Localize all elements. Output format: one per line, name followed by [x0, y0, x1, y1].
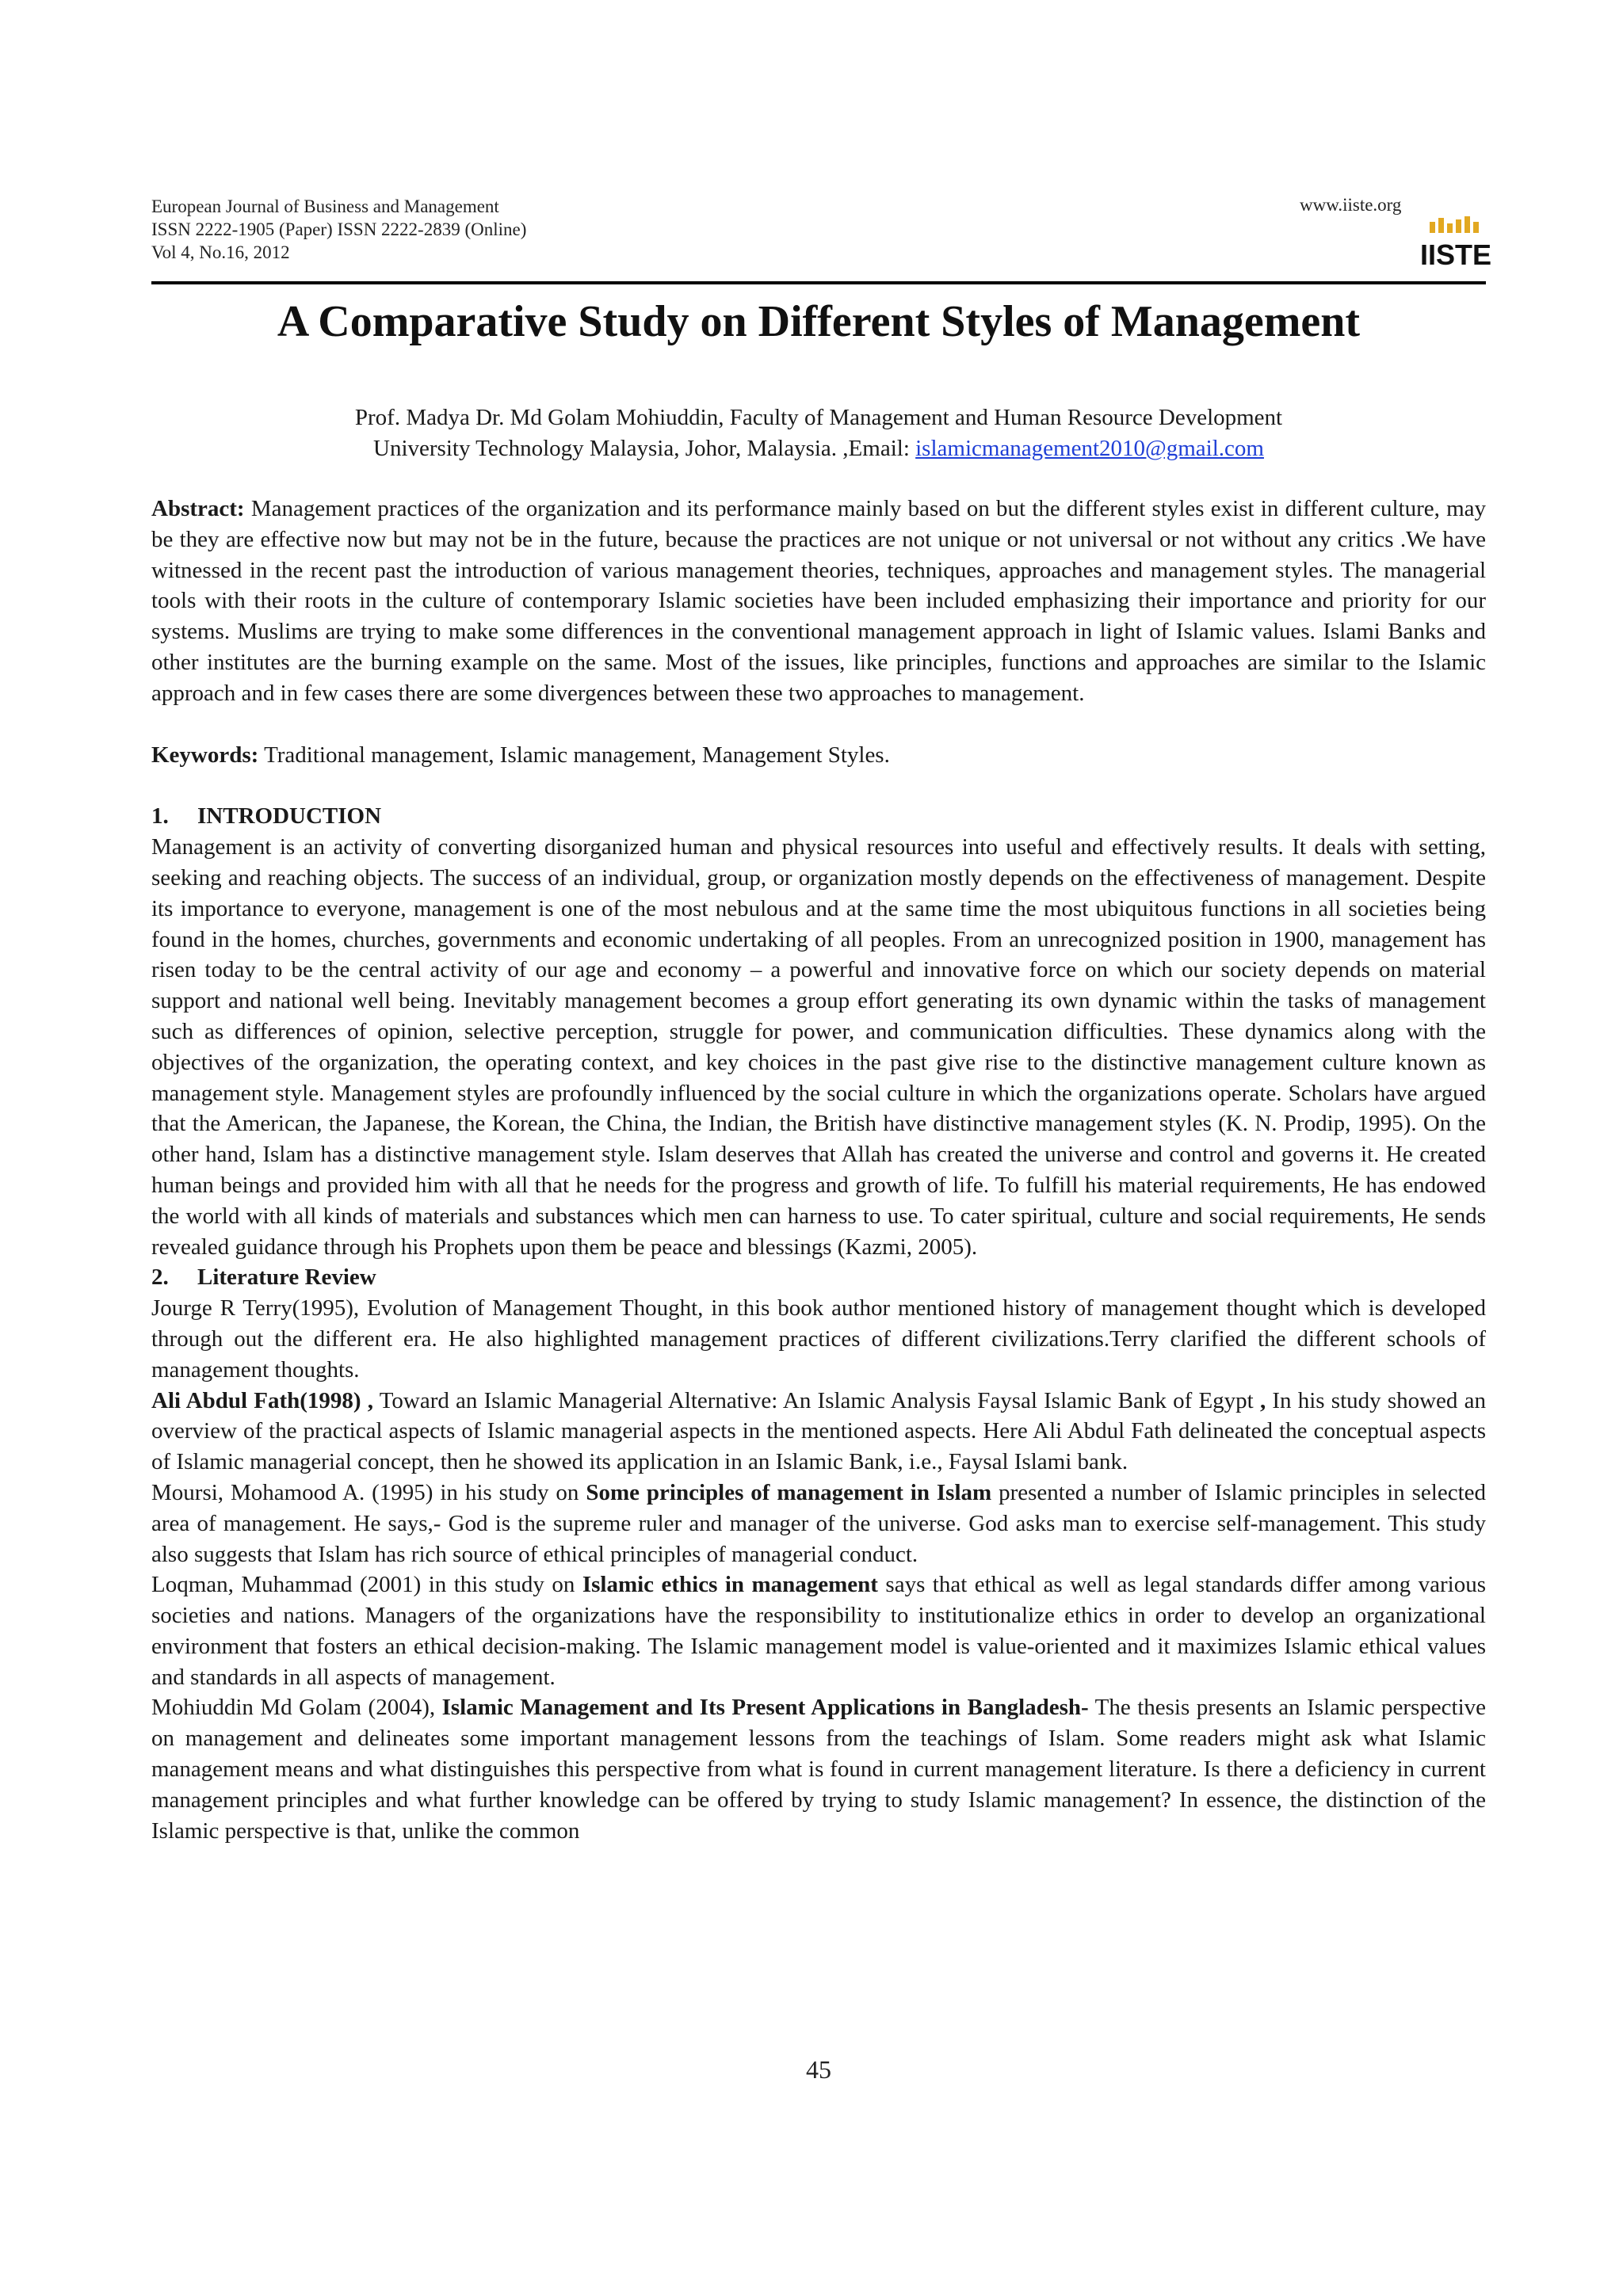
moursi-post: presented a number of Islamic principles in selected area of management. He says,- God is the supreme ruler and manager of the universe. God asks man to exercise self-management. This study also suggests that Islam has rich source of ethical principles of managerial conduct. — [151, 1479, 1486, 1567]
journal-header — [151, 195, 526, 264]
fath-text-1: Toward an Islamic Managerial Alternative: An Islamic Analysis Faysal Islamic Bank of Egypt — [373, 1387, 1260, 1413]
journal-volume: Vol 4, No.16, 2012 — [151, 242, 290, 262]
mohiuddin-title: Islamic Management and Its Present Applications in Bangladesh- — [441, 1695, 1089, 1721]
abstract-text: Management practices of the organization and its performance mainly based on but the different styles exist in different culture, may be they are effective now but may not be in the future, because the practices are not unique or not universal or not without any critics .We have witnessed in the recent past the introduction of various management theories, techniques, approaches and management styles. The managerial tools with their roots in the culture of contemporary Islamic societies have been included emphasizing their importance and priority for our systems. Muslims are trying to make some differences in the conventional management approach in light of Islamic values. Islami Banks and other institutes are the burning example on the same. Most of the issues, like principles, functions and approaches are similar to the Islamic approach and in few cases there are some divergences between these two approaches to management. — [151, 496, 1487, 706]
section-2-number: 2. — [151, 1264, 169, 1291]
loqman-title: Islamic ethics in management — [582, 1572, 878, 1598]
paper-body — [151, 494, 1486, 1846]
lit-review-fath — [151, 1386, 1486, 1478]
lit-review-terry: Jourge R Terry(1995), Evolution of Management Thought, in this book author mentioned history of management thought which is developed through out the different era. He also highlighted management practices of different civilizations.Terry clarified the different schools of management thoughts. — [151, 1295, 1486, 1383]
keywords-text: Traditional management, Islamic management, Management Styles. — [264, 742, 890, 768]
journal-issn: ISSN 2222-1905 (Paper) ISSN 2222-2839 (Online) — [151, 219, 527, 239]
moursi-title: Some principles of management in Islam — [586, 1479, 992, 1505]
section-2-title: Literature Review — [197, 1264, 376, 1291]
author-line-2 — [151, 433, 1486, 464]
mohiuddin-pre: Mohiuddin Md Golam (2004), — [151, 1695, 442, 1721]
section-1-text: Management is an activity of converting disorganized human and physical resources into useful and effectively results. It deals with setting, seeking and reaching objects. The success of an individual, group, or organization mostly depends on the effectiveness of management. Despite its importance to everyone, management is one of the most nebulous and at the same time the most ubiquitous functions in all societies being found in the homes, churches, governments and economic undertaking of all peoples. From an unrecognized position in 1900, management has risen today to be the central activity of our age and economy – a powerful and innovative force on which our society depends on material support and national well being. Inevitably management becomes a group effort generating its own dynamic within the tasks of management such as differences of opinion, selective perception, struggle for power, and communication difficulties. These dynamics along with the objectives of the organization, the operating context, and key choices in the past give rise to the distinctive management culture known as management style. Management styles are profoundly influenced by the social culture in which the organizations operate. Scholars have argued that the American, the Japanese, the Korean, the China, the Indian, the British have distinctive management styles (K. N. Prodip, 1995). On the other hand, Islam has a distinctive management style. Islam deserves that Allah has created the universe and control and governs it. He created human beings and provided him with all that he needs for the progress and growth of life. To fulfill his material requirements, He has endowed the world with all kinds of materials and substances which men can harness to use. To cater spiritual, culture and social requirements, He sends revealed guidance through his Prophets upon them be peace and blessings (Kazmi, 2005). — [151, 834, 1486, 1260]
author-affiliation: University Technology Malaysia, Johor, Malaysia. ,Email: — [373, 436, 916, 461]
paper-title: A Comparative Study on Different Styles of Management — [277, 297, 1361, 346]
section-2-heading — [151, 1262, 1486, 1293]
abstract — [151, 494, 1486, 709]
section-1-number: 1. — [151, 803, 169, 830]
moursi-pre: Moursi, Mohamood A. (1995) in his study on — [151, 1479, 586, 1505]
loqman-pre: Loqman, Muhammad (2001) in this study on — [151, 1572, 582, 1598]
author-line-1: Prof. Madya Dr. Md Golam Mohiuddin, Faculty of Management and Human Resource Development — [354, 405, 1283, 430]
journal-website[interactable]: www.iiste.org — [1300, 195, 1402, 215]
section-1-title: INTRODUCTION — [197, 803, 382, 830]
page-number: 45 — [806, 2055, 831, 2084]
logo-text: IISTE — [1419, 238, 1492, 271]
abstract-label: Abstract: — [151, 496, 245, 521]
mohiuddin-post: The thesis presents an Islamic perspective on management and delineates some important management lessons from the teachings of Islam. Some readers might ask what Islamic management means and what distinguishes this perspective from what is found in current management literature. Is there a deficiency in current management principles and what further knowledge can be offered by trying to study Islamic management? In essence, the distinction of the Islamic perspective is that, unlike the common — [151, 1695, 1486, 1844]
lit-review-loqman — [151, 1569, 1486, 1692]
author-block — [151, 402, 1486, 464]
fath-comma: , — [1259, 1387, 1266, 1413]
fath-text-2: In his study showed an overview of the practical aspects of Islamic managerial aspects in the mentioned aspects. Here Ali Abdul Fath delineated the conceptual aspects of Islamic managerial concept, then he showed its application in an Islamic Bank, i.e., Faysal Islami bank. — [151, 1387, 1486, 1475]
lit-review-mohiuddin — [151, 1692, 1486, 1846]
journal-name: European Journal of Business and Management — [151, 196, 499, 216]
loqman-post: says that ethical as well as legal standards differ among various societies and nations. Managers of the organizations have the responsibility to institutionalize ethics in order to develop an organizational environment that fosters an ethical decision-making. The Islamic management model is value-oriented and it maximizes Islamic ethical values and standards in all aspects of management. — [151, 1572, 1486, 1690]
author-email-link[interactable]: islamicmanagement2010@gmail.com — [915, 436, 1264, 461]
fath-citation: Ali Abdul Fath(1998) , — [151, 1387, 374, 1413]
keywords-label: Keywords: — [151, 742, 259, 768]
iiste-logo — [1419, 215, 1492, 271]
keywords — [151, 740, 1486, 771]
header-rule — [151, 281, 1486, 284]
section-1-heading — [151, 801, 1486, 832]
lit-review-moursi — [151, 1478, 1486, 1569]
